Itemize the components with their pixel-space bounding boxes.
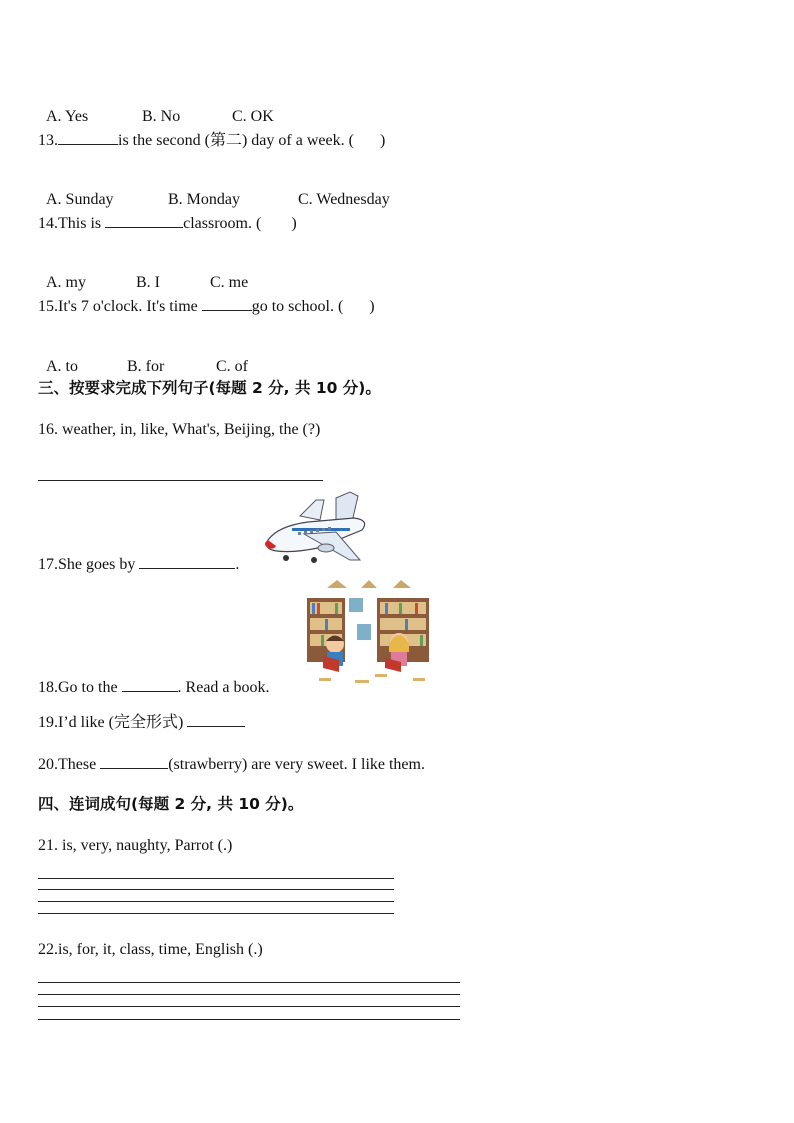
q14-text: classroom. ( bbox=[183, 215, 262, 232]
q14-option-c: C. me bbox=[210, 274, 249, 291]
question-17 bbox=[38, 553, 239, 575]
q15-option-c: C. of bbox=[216, 358, 248, 375]
airplane-illustration bbox=[258, 490, 376, 568]
q14-prefix: 14.This is bbox=[38, 215, 106, 232]
q15-option-b: B. for bbox=[127, 358, 165, 375]
q12-option-a: A. Yes bbox=[46, 108, 89, 125]
section-3-heading: 三、按要求完成下列句子(每题 2 分, 共 10 分)。 bbox=[38, 379, 381, 397]
question-19 bbox=[38, 711, 245, 733]
q21-answer-line-4 bbox=[38, 913, 394, 914]
q20-blank bbox=[100, 753, 168, 769]
library-children-reading-illustration bbox=[305, 574, 435, 692]
q21-answer-line-2 bbox=[38, 889, 394, 890]
q13-text: is the second (第二) day of a week. ( bbox=[118, 132, 354, 149]
q21-answer-line-3 bbox=[38, 901, 394, 902]
q14-option-a: A. my bbox=[46, 274, 86, 291]
q13-option-c: C. Wednesday bbox=[298, 191, 390, 208]
question-14 bbox=[38, 212, 297, 234]
q22-answer-line-1 bbox=[38, 982, 460, 983]
q21-answer-line-1 bbox=[38, 878, 394, 879]
q15-paren-close: ) bbox=[369, 298, 375, 315]
q14-blank bbox=[105, 212, 183, 228]
q14-paren-close: ) bbox=[291, 215, 297, 232]
q20-prefix: 20.These bbox=[38, 756, 101, 773]
question-16: 16. weather, in, like, What's, Beijing, the (?) bbox=[38, 421, 321, 438]
q14-option-b: B. I bbox=[136, 274, 160, 291]
q18-prefix: 18.Go to the bbox=[38, 679, 122, 696]
q16-answer-line bbox=[38, 480, 323, 481]
q17-blank bbox=[139, 553, 235, 569]
q18-text: . Read a book. bbox=[177, 679, 270, 696]
q13-option-a: A. Sunday bbox=[46, 191, 114, 208]
q13-blank bbox=[58, 129, 118, 145]
section-4-heading: 四、连词成句(每题 2 分, 共 10 分)。 bbox=[38, 795, 304, 813]
q15-option-a: A. to bbox=[46, 358, 78, 375]
q12-option-c: C. OK bbox=[232, 108, 274, 125]
q13-paren-close: ) bbox=[379, 132, 386, 149]
q19-blank bbox=[187, 711, 245, 727]
q15-options bbox=[38, 337, 248, 377]
q17-period: . bbox=[235, 556, 240, 573]
question-20 bbox=[38, 753, 425, 775]
q22-answer-line-3 bbox=[38, 1006, 460, 1007]
question-13 bbox=[38, 129, 385, 151]
question-22: 22.is, for, it, class, time, English (.) bbox=[38, 941, 263, 958]
q15-prefix: 15.It's 7 o'clock. It's time bbox=[38, 298, 202, 315]
q19-text: 19.I’d like (完全形式) bbox=[38, 714, 188, 731]
q14-options bbox=[38, 253, 248, 293]
q13-options bbox=[38, 170, 390, 210]
q12-options bbox=[38, 87, 274, 127]
question-21: 21. is, very, naughty, Parrot (.) bbox=[38, 837, 233, 854]
q20-text: (strawberry) are very sweet. I like them. bbox=[168, 756, 425, 773]
q13-option-b: B. Monday bbox=[168, 191, 240, 208]
q22-answer-line-4 bbox=[38, 1019, 460, 1020]
question-15 bbox=[38, 295, 375, 317]
q17-prefix: 17.She goes by bbox=[38, 556, 140, 573]
q12-option-b: B. No bbox=[142, 108, 181, 125]
q18-blank bbox=[122, 676, 178, 692]
q15-text: go to school. ( bbox=[251, 298, 344, 315]
q13-number: 13. bbox=[38, 132, 58, 149]
question-18 bbox=[38, 676, 270, 698]
q22-answer-line-2 bbox=[38, 994, 460, 995]
q15-blank bbox=[202, 295, 252, 311]
